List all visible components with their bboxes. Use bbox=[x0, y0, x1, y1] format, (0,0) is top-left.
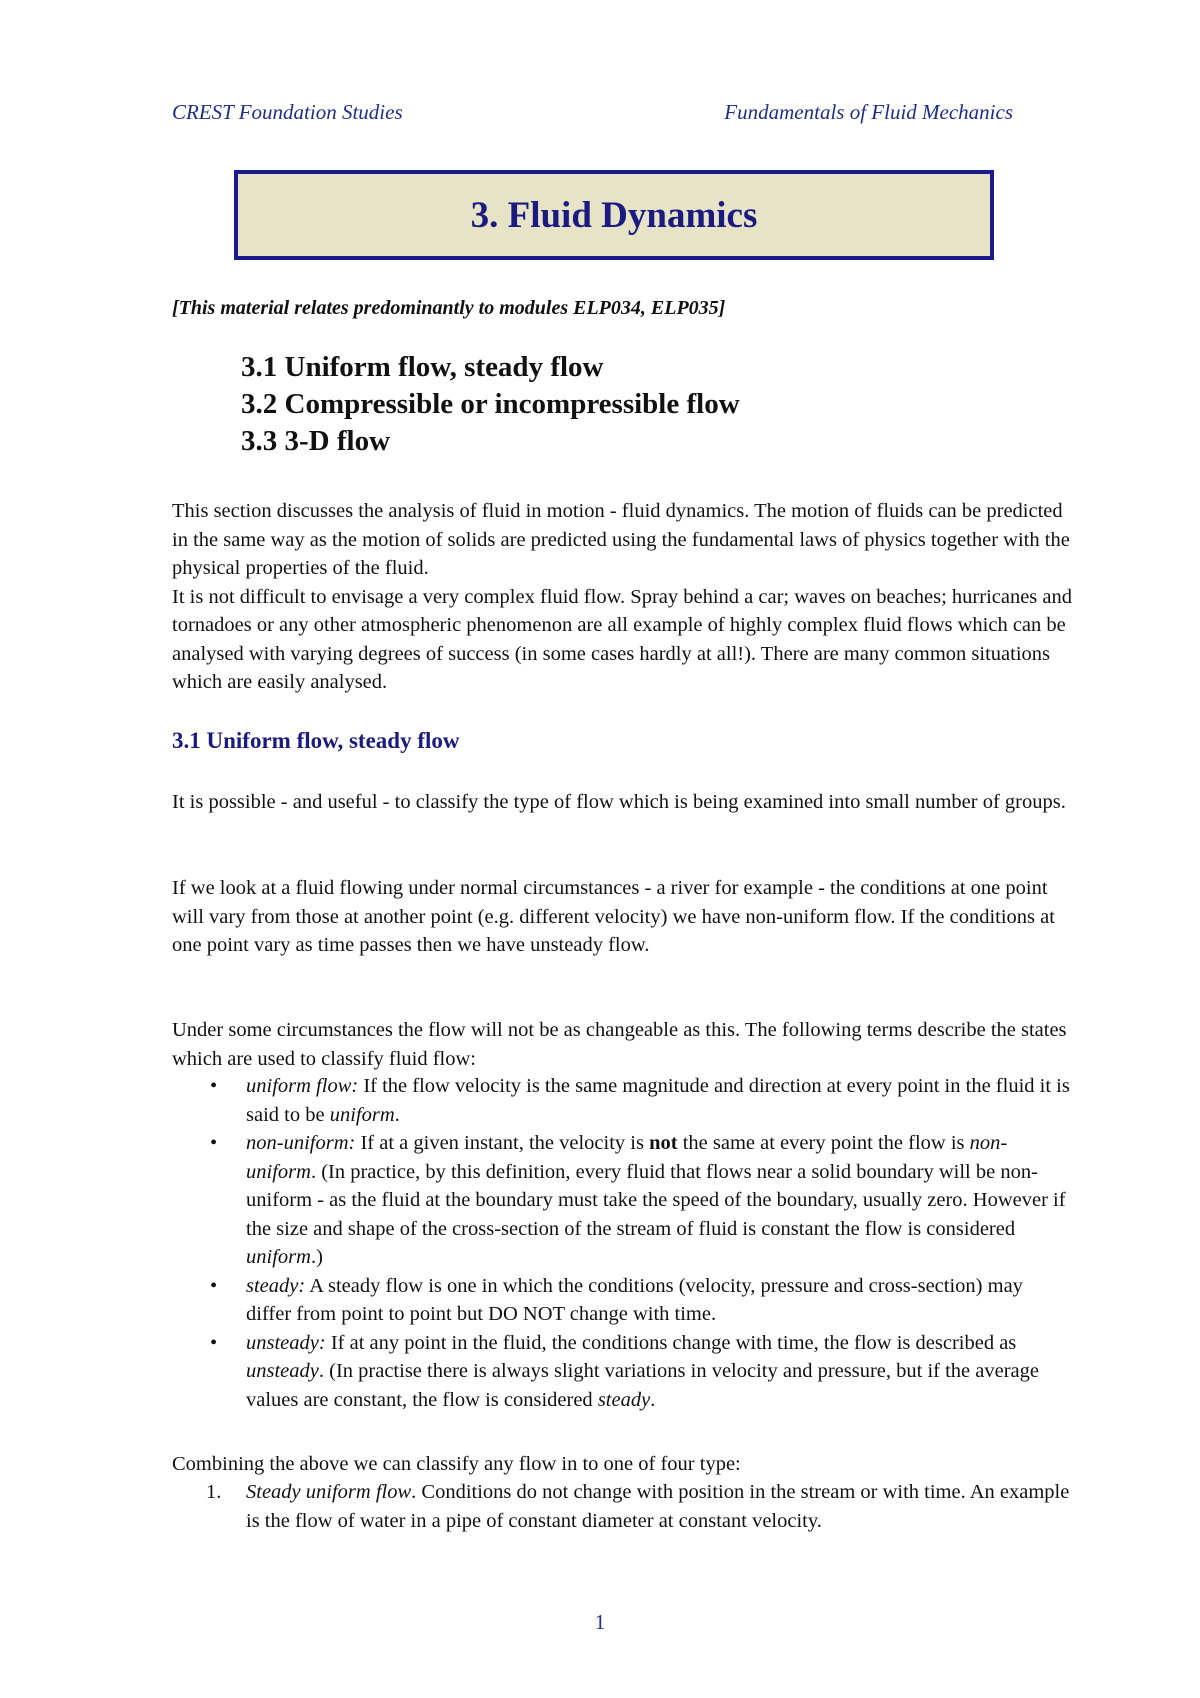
module-note: [This material relates predominantly to modules ELP034, ELP035] bbox=[172, 297, 726, 319]
river-paragraph: If we look at a fluid flowing under normal circumstances - a river for example - the conditions at one point will vary from those at another point (e.g. different velocity) we have non-uniform flow. If the conditions at one point vary as time passes then we have unsteady flow. bbox=[172, 877, 1055, 956]
page-number: 1 bbox=[594, 1610, 606, 1634]
term-unsteady: unsteady: bbox=[246, 1331, 326, 1354]
toc-item-3-3: 3.3 3-D flow bbox=[241, 425, 391, 457]
item-number: 1. bbox=[206, 1481, 222, 1503]
intro-line-2: It is not difficult to envisage a very complex fluid flow. Spray behind a car; waves on beaches; hurricanes and tornadoes or any other atmospheric phenomenon are all example of highly complex fluid flows which can be analysed with varying degrees of success (in some cases hardly at all!). There are many common situations which are easily analysed. bbox=[172, 585, 1073, 693]
flow-terms-list bbox=[172, 1072, 1072, 1414]
flow-types-list bbox=[172, 1478, 1072, 1535]
intro-line-1: This section discusses the analysis of fluid in motion - fluid dynamics. The motion of fluids can be predicted in the same way as the motion of solids are predicted using the fundamental laws of physics together with the physical properties of the fluid. bbox=[172, 500, 1070, 579]
bullet-dot: • bbox=[210, 1075, 218, 1097]
flow-type-term: Steady uniform flow bbox=[246, 1481, 412, 1503]
section-list bbox=[241, 349, 740, 460]
intro-paragraph bbox=[172, 497, 1072, 697]
chapter-title-box bbox=[234, 170, 994, 260]
term-uniform: uniform flow: bbox=[246, 1075, 359, 1097]
toc-item-3-1: 3.1 Uniform flow, steady flow bbox=[241, 351, 604, 383]
header-left: CREST Foundation Studies bbox=[172, 100, 403, 124]
header-right: Fundamentals of Fluid Mechanics bbox=[724, 100, 1013, 124]
combining-paragraph: Combining the above we can classify any flow in to one of four type: bbox=[172, 1453, 741, 1475]
bullet-dot: • bbox=[210, 1331, 218, 1354]
bullet-non-uniform: • non-uniform: If at a given instant, the velocity is not the same at every point the flow is non-uniform. (In practice, by this definition, every fluid that flows near a solid boundary will be non-uniform - as the fluid at the boundary must take the speed of the boundary, usually zero. However if the size and shape of the cross-section of the stream of fluid is constant the flow is considered uniform.) bbox=[172, 1129, 1072, 1272]
bullet-steady: • steady: A steady flow is one in which the conditions (velocity, pressure and cross-section) may differ from point to point but DO NOT change with time. bbox=[172, 1272, 1072, 1329]
toc-item-3-2: 3.2 Compressible or incompressible flow bbox=[241, 388, 740, 420]
classify-paragraph: It is possible - and useful - to classify the type of flow which is being examined into small number of groups. bbox=[172, 791, 1066, 813]
bullet-uniform: • uniform flow: If the flow velocity is the same magnitude and direction at every point in the fluid it is said to be uniform. bbox=[172, 1072, 1072, 1129]
bullet-dot: • bbox=[210, 1274, 218, 1297]
terms-paragraph: Under some circumstances the flow will not be as changeable as this. The following terms describe the states which are used to classify fluid flow: bbox=[172, 1019, 1067, 1070]
flow-type-item: 1. Steady uniform flow. Conditions do not change with position in the stream or with time. An example is the flow of water in a pipe of constant diameter at constant velocity. bbox=[172, 1478, 1072, 1535]
term-non-uniform: non-uniform: bbox=[246, 1132, 356, 1154]
bullet-unsteady: • unsteady: If at any point in the fluid, the conditions change with time, the flow is described as unsteady. (In practise there is always slight variations in velocity and pressure, but if the average values are constant, the flow is considered steady. bbox=[172, 1329, 1072, 1415]
bullet-dot: • bbox=[210, 1132, 218, 1154]
term-steady: steady: bbox=[246, 1274, 306, 1297]
section-heading: 3.1 Uniform flow, steady flow bbox=[172, 728, 460, 753]
chapter-title: 3. Fluid Dynamics bbox=[470, 194, 758, 236]
